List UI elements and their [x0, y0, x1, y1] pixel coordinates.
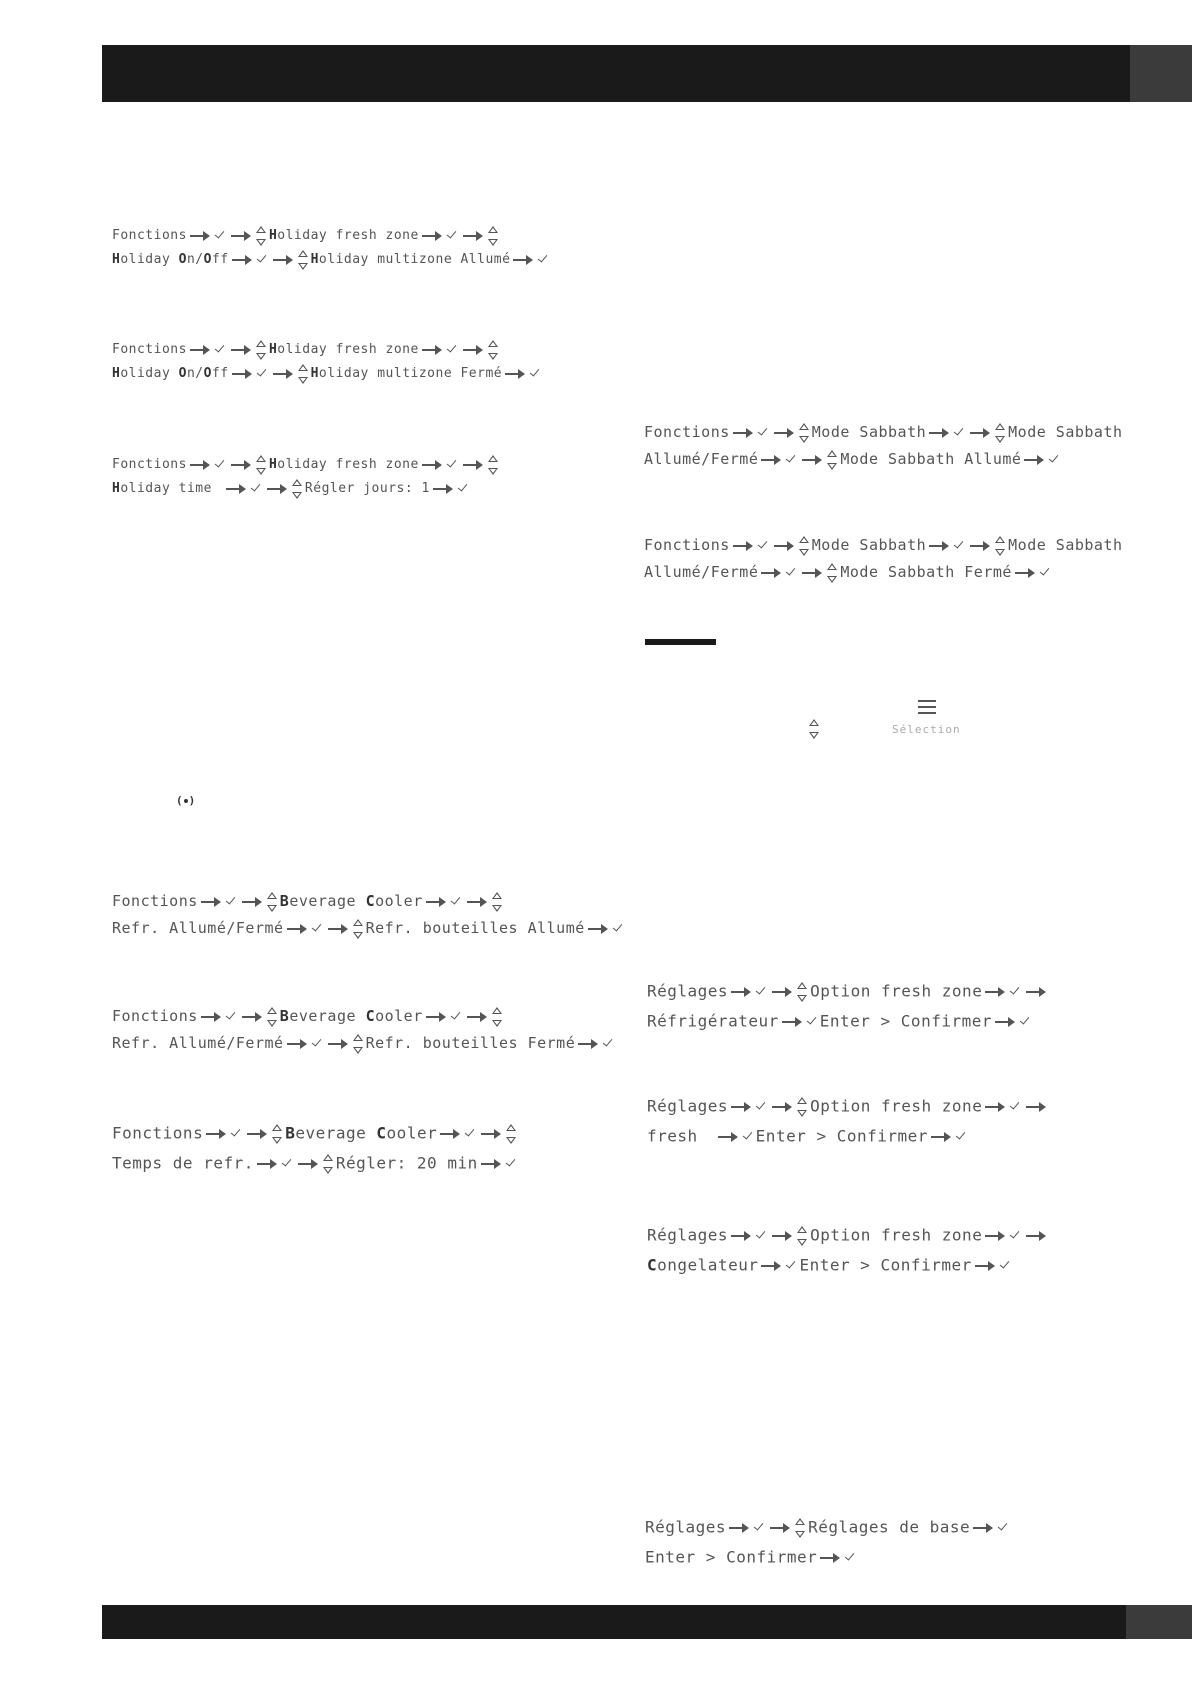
seq-text: Fonctions	[112, 1123, 204, 1143]
arrow-icon	[733, 545, 751, 547]
arrow-icon	[201, 1016, 219, 1018]
check-icon	[756, 984, 766, 994]
seq-text: Enter > Confirmer	[645, 1547, 818, 1567]
seq-text: C	[376, 1123, 387, 1143]
arrow-icon	[985, 991, 1003, 993]
seq-text: Refr. Allumé/Fermé	[112, 919, 284, 937]
check-icon	[1040, 565, 1050, 575]
arrow-icon	[481, 1163, 499, 1165]
seq-text: H	[268, 342, 278, 357]
arrow-icon	[231, 349, 249, 351]
check-icon	[231, 1126, 241, 1136]
arrow-icon	[973, 1527, 991, 1529]
seq-text: oliday	[120, 252, 179, 267]
seq-text: O	[203, 366, 212, 381]
seq-text: Option fresh zone	[810, 1225, 983, 1245]
seq-text: H	[112, 481, 121, 496]
arrow-icon	[802, 459, 820, 461]
fresh-zone-fresh-sequence	[647, 1091, 1048, 1151]
arrow-icon	[929, 545, 947, 547]
check-icon	[538, 252, 548, 262]
arrow-icon	[481, 1133, 499, 1135]
up-down-icon	[492, 891, 502, 913]
seq-text: H	[112, 252, 121, 267]
up-down-icon	[506, 1123, 516, 1145]
menu-icon	[918, 700, 936, 714]
arrow-icon	[190, 235, 208, 237]
seq-text: Mode Sabbath	[1008, 536, 1123, 554]
seq-text: Fonctions	[644, 423, 730, 441]
arrow-icon	[761, 459, 779, 461]
seq-text: oliday fresh zone	[277, 457, 419, 472]
seq-text: Refr. Allumé/Fermé	[112, 1034, 284, 1052]
arrow-icon	[1026, 991, 1044, 993]
seq-text: Réglages	[647, 1225, 729, 1245]
seq-text: everage	[289, 1007, 366, 1025]
check-icon	[956, 1129, 966, 1139]
check-icon	[447, 457, 457, 467]
seq-text: H	[310, 252, 319, 267]
seq-text: Réglages	[647, 981, 729, 1001]
seq-text: B	[279, 1007, 290, 1025]
seq-text: O	[178, 252, 187, 267]
seq-text: O	[203, 252, 212, 267]
seq-text: oliday time	[120, 481, 212, 496]
seq-text: oliday	[120, 366, 179, 381]
seq-text: Mode Sabbath Fermé	[840, 563, 1012, 581]
seq-text: ff	[211, 252, 229, 267]
seq-text: B	[279, 892, 290, 910]
header-bar	[102, 45, 1192, 102]
check-icon	[447, 342, 457, 352]
arrow-icon	[242, 901, 260, 903]
arrow-icon	[761, 572, 779, 574]
up-down-icon	[323, 1153, 333, 1175]
seq-text: Fonctions	[644, 536, 730, 554]
arrow-icon	[422, 464, 440, 466]
up-down-icon	[797, 1225, 807, 1247]
seq-text: Fonctions	[112, 892, 198, 910]
seq-text: C	[647, 1255, 658, 1275]
up-down-icon	[256, 454, 266, 476]
up-down-icon	[799, 535, 809, 557]
arrow-icon	[426, 901, 444, 903]
check-icon	[530, 366, 540, 376]
arrow-icon	[463, 464, 481, 466]
check-icon	[756, 1228, 766, 1238]
seq-text: Refr. bouteilles Fermé	[365, 1034, 576, 1052]
seq-text: fresh	[647, 1126, 698, 1146]
arrow-icon	[820, 1557, 838, 1559]
arrow-icon	[247, 1133, 265, 1135]
arrow-icon	[731, 1106, 749, 1108]
arrow-icon	[467, 1016, 485, 1018]
arrow-icon	[1015, 572, 1033, 574]
up-down-icon	[292, 478, 302, 500]
seq-text: H	[268, 228, 278, 243]
seq-text: Fonctions	[112, 457, 187, 472]
check-icon	[311, 921, 321, 931]
arrow-icon	[440, 1133, 458, 1135]
seq-text: ooler	[375, 1007, 423, 1025]
arrow-icon	[588, 928, 606, 930]
arrow-icon	[731, 991, 749, 993]
seq-text: ooler	[375, 892, 423, 910]
arrow-icon	[975, 1265, 993, 1267]
arrow-icon	[231, 235, 249, 237]
check-icon	[757, 538, 767, 548]
arrow-icon	[772, 991, 790, 993]
seq-text: Fonctions	[112, 1007, 198, 1025]
arrow-icon	[433, 488, 451, 490]
seq-text: Réglages	[645, 1517, 727, 1537]
check-icon	[845, 1550, 855, 1560]
arrow-icon	[985, 1235, 1003, 1237]
seq-text: Régler: 20 min	[335, 1153, 478, 1173]
up-down-icon	[256, 339, 266, 361]
seq-text: Option fresh zone	[810, 981, 983, 1001]
arrow-icon	[232, 259, 250, 261]
arrow-icon	[931, 1136, 949, 1138]
holiday-time-sequence	[112, 453, 501, 501]
check-icon	[225, 894, 235, 904]
up-down-icon	[995, 535, 1005, 557]
up-down-icon	[298, 363, 308, 385]
seq-text: everage	[295, 1123, 377, 1143]
arrow-icon	[328, 928, 346, 930]
arrow-icon	[1024, 459, 1042, 461]
check-icon	[450, 894, 460, 904]
seq-text: Refr. bouteilles Allumé	[365, 919, 585, 937]
seq-text: oliday multizone Allumé	[318, 252, 511, 267]
arrow-icon	[1026, 1106, 1044, 1108]
arrow-icon	[298, 1163, 316, 1165]
sabbath-on-sequence	[644, 419, 1123, 473]
arrow-icon	[772, 1106, 790, 1108]
up-down-icon	[488, 225, 498, 247]
check-icon	[465, 1126, 475, 1136]
seq-text: H	[268, 457, 278, 472]
seq-text: Régler jours: 1	[304, 481, 430, 496]
fresh-zone-freezer-sequence	[647, 1220, 1048, 1280]
arrow-icon	[802, 572, 820, 574]
check-icon	[1010, 1099, 1020, 1109]
check-icon	[1020, 1014, 1030, 1024]
seq-text: C	[365, 1007, 376, 1025]
arrow-icon	[782, 1021, 800, 1023]
arrow-icon	[774, 545, 792, 547]
arrow-icon	[463, 235, 481, 237]
check-icon	[215, 228, 225, 238]
beverage-time-sequence	[112, 1118, 519, 1178]
up-down-icon	[827, 449, 837, 471]
check-icon	[1049, 452, 1059, 462]
seq-text: n/	[186, 252, 204, 267]
arrow-icon	[774, 432, 792, 434]
up-down-icon	[267, 891, 277, 913]
seq-text: Fonctions	[112, 228, 187, 243]
arrow-icon	[287, 1043, 305, 1045]
arrow-icon	[328, 1043, 346, 1045]
arrow-icon	[772, 1235, 790, 1237]
up-down-icon	[799, 422, 809, 444]
seq-text: ooler	[386, 1123, 438, 1143]
seq-text: n/	[186, 366, 204, 381]
check-icon	[806, 1014, 816, 1024]
arrow-icon	[190, 349, 208, 351]
up-down-icon	[353, 918, 363, 940]
check-icon	[999, 1258, 1009, 1268]
seq-text: Mode Sabbath	[811, 536, 927, 554]
check-icon	[505, 1156, 515, 1166]
arrow-icon	[995, 1021, 1013, 1023]
seq-text: Enter > Confirmer	[799, 1255, 972, 1275]
seq-text: O	[178, 366, 187, 381]
check-icon	[1010, 984, 1020, 994]
check-icon	[786, 565, 796, 575]
beverage-off-sequence	[112, 1003, 616, 1057]
select-label: Sélection	[892, 723, 961, 736]
check-icon	[786, 452, 796, 462]
arrow-icon	[242, 1016, 260, 1018]
header-tab	[1130, 45, 1192, 102]
up-down-icon	[272, 1123, 282, 1145]
seq-text: Réglages	[647, 1096, 729, 1116]
check-icon	[215, 342, 225, 352]
arrow-icon	[426, 1016, 444, 1018]
check-icon	[225, 1009, 235, 1019]
up-down-icon	[256, 225, 266, 247]
check-icon	[256, 366, 266, 376]
seq-text: everage	[289, 892, 366, 910]
check-icon	[282, 1156, 292, 1166]
arrow-icon	[761, 1265, 779, 1267]
seq-text: Mode Sabbath	[1008, 423, 1123, 441]
arrow-icon	[463, 349, 481, 351]
check-icon	[603, 1036, 613, 1046]
check-icon	[1010, 1228, 1020, 1238]
arrow-icon	[770, 1527, 788, 1529]
up-down-icon	[995, 422, 1005, 444]
seq-text: ongelateur	[657, 1255, 759, 1275]
up-down-icon	[797, 1096, 807, 1118]
check-icon	[998, 1520, 1008, 1530]
seq-text: oliday multizone Fermé	[318, 366, 503, 381]
seq-text: Temps de refr.	[112, 1153, 254, 1173]
arrow-icon	[718, 1136, 736, 1138]
seq-text: ff	[211, 366, 229, 381]
up-down-icon	[795, 1517, 805, 1539]
arrow-icon	[273, 259, 291, 261]
arrow-icon	[985, 1106, 1003, 1108]
seq-text: H	[112, 366, 121, 381]
check-icon	[311, 1036, 321, 1046]
seq-text: oliday fresh zone	[277, 342, 419, 357]
arrow-icon	[929, 432, 947, 434]
check-icon	[754, 1520, 764, 1530]
seq-text: Mode Sabbath	[811, 423, 927, 441]
check-icon	[450, 1009, 460, 1019]
check-icon	[215, 457, 225, 467]
seq-text: Option fresh zone	[810, 1096, 983, 1116]
arrow-icon	[733, 432, 751, 434]
arrow-icon	[206, 1133, 224, 1135]
up-down-icon	[827, 562, 837, 584]
seq-text: Enter > Confirmer	[755, 1126, 928, 1146]
up-down-icon	[809, 718, 819, 740]
arrow-icon	[201, 901, 219, 903]
up-down-icon	[267, 1006, 277, 1028]
arrow-icon	[267, 488, 285, 490]
seq-text: Mode Sabbath Allumé	[840, 450, 1022, 468]
up-down-icon	[797, 981, 807, 1003]
arrow-icon	[287, 928, 305, 930]
seq-text: oliday fresh zone	[277, 228, 419, 243]
arrow-icon	[729, 1527, 747, 1529]
check-icon	[612, 921, 622, 931]
up-down-icon	[353, 1033, 363, 1055]
arrow-icon	[190, 464, 208, 466]
beverage-on-sequence	[112, 888, 626, 942]
arrow-icon	[970, 545, 988, 547]
seq-text: Enter > Confirmer	[819, 1011, 992, 1031]
arrow-icon	[231, 464, 249, 466]
arrow-icon	[513, 259, 531, 261]
arrow-icon	[505, 373, 523, 375]
up-down-icon	[488, 339, 498, 361]
seq-text: Allumé/Fermé	[644, 563, 759, 581]
up-down-icon	[298, 249, 308, 271]
check-icon	[954, 425, 964, 435]
seq-text: Réglages de base	[808, 1517, 971, 1537]
arrow-icon	[1026, 1235, 1044, 1237]
wireless-icon: ( )	[176, 794, 196, 807]
arrow-icon	[578, 1043, 596, 1045]
arrow-icon	[970, 432, 988, 434]
base-settings-sequence	[645, 1512, 1011, 1572]
up-down-icon	[492, 1006, 502, 1028]
arrow-icon	[731, 1235, 749, 1237]
arrow-icon	[257, 1163, 275, 1165]
arrow-icon	[232, 373, 250, 375]
holiday-on-sequence	[112, 224, 551, 272]
arrow-icon	[273, 373, 291, 375]
holiday-off-sequence	[112, 338, 543, 386]
seq-text: B	[285, 1123, 296, 1143]
up-down-icon	[488, 454, 498, 476]
seq-text: C	[365, 892, 376, 910]
check-icon	[251, 481, 261, 491]
seq-text: H	[310, 366, 319, 381]
fresh-zone-refrigerator-sequence	[647, 976, 1048, 1036]
sabbath-off-sequence	[644, 532, 1123, 586]
seq-text: Fonctions	[112, 342, 187, 357]
seq-text: Allumé/Fermé	[644, 450, 759, 468]
check-icon	[447, 228, 457, 238]
arrow-icon	[467, 901, 485, 903]
footer-tab	[1126, 1605, 1192, 1639]
arrow-icon	[226, 488, 244, 490]
check-icon	[458, 481, 468, 491]
check-icon	[742, 1129, 752, 1139]
footer-bar	[102, 1605, 1192, 1639]
check-icon	[954, 538, 964, 548]
check-icon	[786, 1258, 796, 1268]
check-icon	[756, 1099, 766, 1109]
seq-text: Réfrigérateur	[647, 1011, 779, 1031]
check-icon	[256, 252, 266, 262]
check-icon	[757, 425, 767, 435]
arrow-icon	[422, 235, 440, 237]
arrow-icon	[422, 349, 440, 351]
section-underline	[645, 639, 716, 645]
